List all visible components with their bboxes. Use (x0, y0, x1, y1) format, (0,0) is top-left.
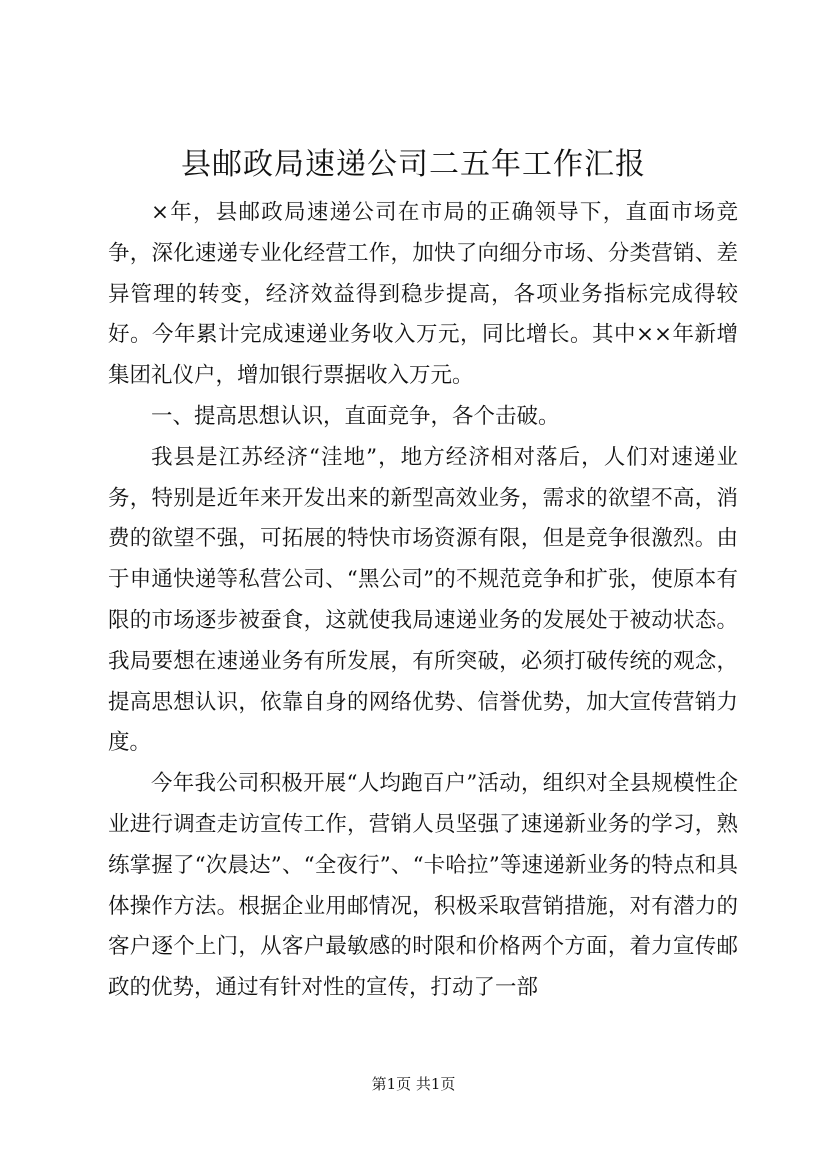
paragraph-activities: 今年我公司积极开展“人均跑百户”活动，组织对全县规模性企业进行调查走访宣传工作，营销人员坚强了速递新业务的学习，熟练掌握了“次晨达”、“全夜行”、“卡哈拉”等速递新业务的特点和具体操作方法。根据企业用邮情况，积极采取营销措施，对有潜力的客户逐个上门，从客户最敏感的时限和价格两个方面，着力宣传邮政的优势，通过有针对性的宣传，打动了一部 (108, 771, 738, 1001)
paragraph-section-heading: 一、提高思想认识，直面竞争，各个击破。 (151, 403, 560, 429)
document-title: 县邮政局速递公司二五年工作汇报 (181, 147, 646, 182)
document-body (108, 193, 738, 1009)
page-footer: 第1页 共1页 (371, 1075, 456, 1093)
paragraph-background: 我县是江苏经济“洼地”，地方经济相对落后，人们对速递业务，特别是近年来开发出来的新型高效业务，需求的欲望不高，消费的欲望不强，可拓展的特快市场资源有限，但是竞争很激烈。由于申通快递等私营公司、“黑公司”的不规范竞争和扩张，使原本有限的市场逐步被蚕食，这就使我局速递业务的发展处于被动状态。我局要想在速递业务有所发展，有所突破，必须打破传统的观念，提高思想认识，依靠自身的网络优势、信誉优势，加大宣传营销力度。 (108, 444, 738, 756)
paragraph-intro: ×年，县邮政局速递公司在市局的正确领导下，直面市场竞争，深化速递专业化经营工作，加快了向细分市场、分类营销、差异管理的转变，经济效益得到稳步提高，各项业务指标完成得较好。今年累计完成速递业务收入万元，同比增长。其中××年新增集团礼仪户，增加银行票据收入万元。 (108, 200, 738, 389)
